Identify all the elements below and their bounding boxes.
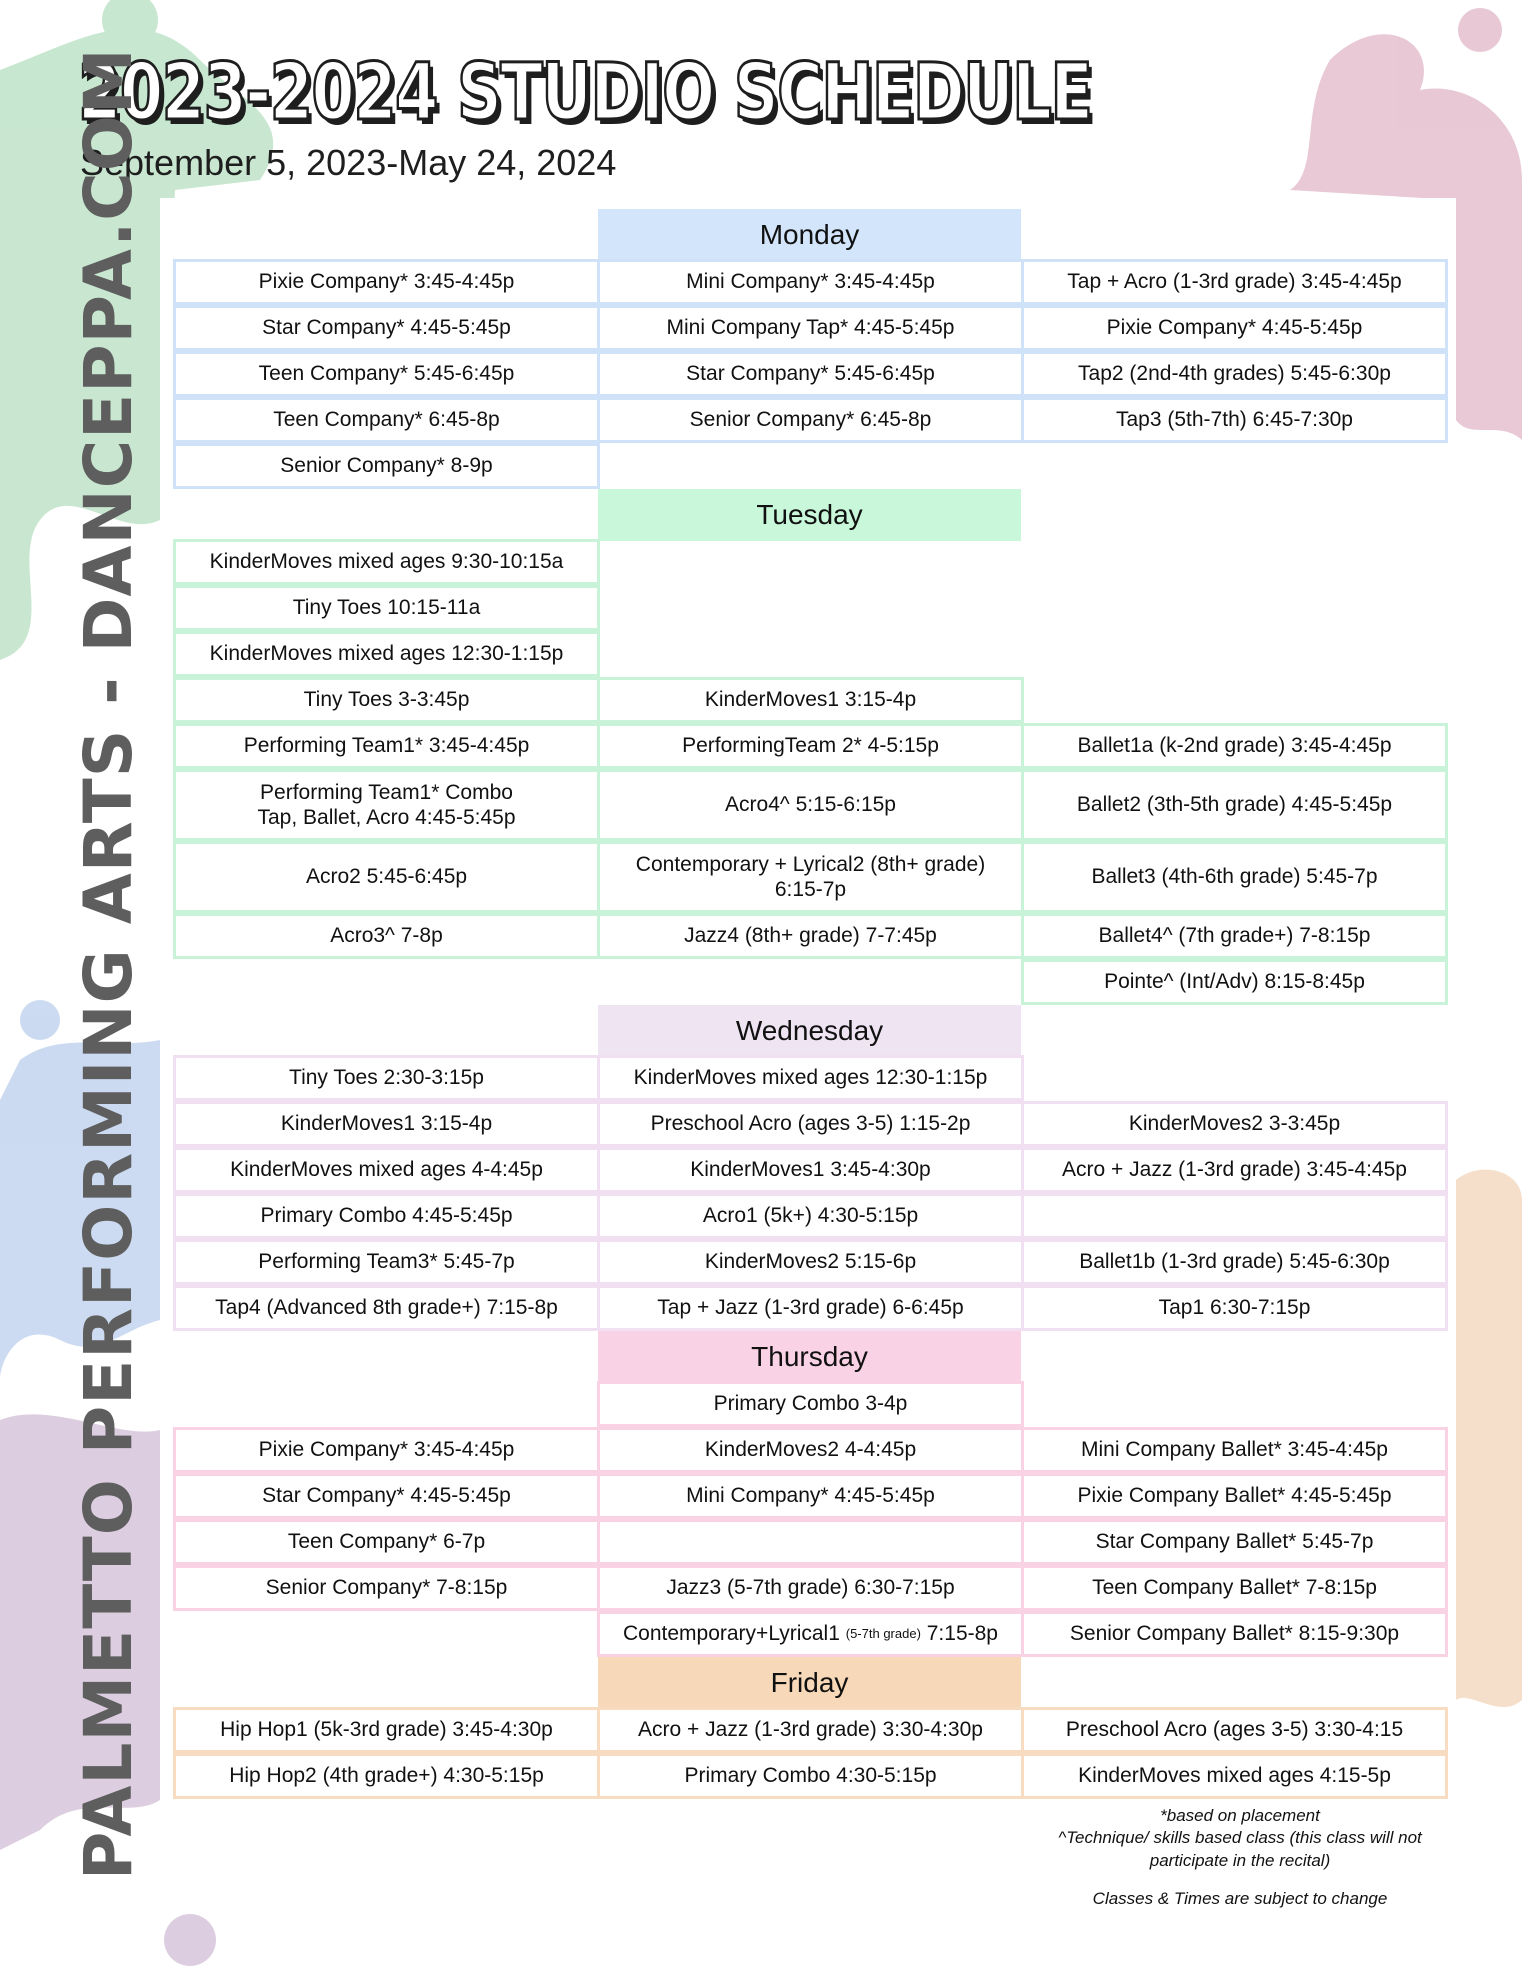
- schedule-cell: KinderMoves2 4-4:45p: [597, 1427, 1024, 1473]
- footnote-technique-cont: participate in the recital): [1149, 1850, 1331, 1870]
- schedule-cell: KinderMoves mixed ages 4-4:45p: [173, 1147, 600, 1193]
- schedule-cell: Pixie Company* 4:45-5:45p: [1021, 305, 1448, 351]
- schedule-cell: Teen Company* 5:45-6:45p: [173, 351, 600, 397]
- schedule-cell: Tap + Acro (1-3rd grade) 3:45-4:45p: [1021, 259, 1448, 305]
- schedule-cell: Acro + Jazz (1-3rd grade) 3:30-4:30p: [597, 1707, 1024, 1753]
- schedule-cell: Tap3 (5th-7th) 6:45-7:30p: [1021, 397, 1448, 443]
- schedule-cell: Teen Company* 6:45-8p: [173, 397, 600, 443]
- schedule-cell: Hip Hop1 (5k-3rd grade) 3:45-4:30p: [173, 1707, 600, 1753]
- schedule-cell: Pixie Company* 3:45-4:45p: [173, 259, 600, 305]
- schedule-cell: Pixie Company Ballet* 4:45-5:45p: [1021, 1473, 1448, 1519]
- cell-text: 7:15-8p: [926, 1622, 998, 1646]
- schedule-cell: Acro1 (5k+) 4:30-5:15p: [597, 1193, 1024, 1239]
- schedule-cell: PerformingTeam 2* 4-5:15p: [597, 723, 1024, 769]
- cell-line: Contemporary + Lyrical2 (8th+ grade): [635, 852, 986, 876]
- footnotes: [1010, 1806, 1470, 1912]
- schedule-cell: Pointe^ (Int/Adv) 8:15-8:45p: [1021, 959, 1448, 1005]
- schedule-cell: Acro + Jazz (1-3rd grade) 3:45-4:45p: [1021, 1147, 1448, 1193]
- cell-text: Contemporary+Lyrical1: [623, 1622, 840, 1646]
- schedule-cell: Senior Company* 8-9p: [173, 443, 600, 489]
- schedule-cell: Star Company* 4:45-5:45p: [173, 305, 600, 351]
- schedule-cell: Tap4 (Advanced 8th grade+) 7:15-8p: [173, 1285, 600, 1331]
- schedule-cell: Ballet3 (4th-6th grade) 5:45-7p: [1021, 841, 1448, 913]
- schedule-cell: Performing Team1* 3:45-4:45p: [173, 723, 600, 769]
- day-header-thursday: Thursday: [598, 1331, 1021, 1383]
- schedule-cell: KinderMoves mixed ages 4:15-5p: [1021, 1753, 1448, 1799]
- footnote-subject-to-change: Classes & Times are subject to change: [1092, 1889, 1388, 1909]
- cell-line: Tap, Ballet, Acro 4:45-5:45p: [257, 806, 516, 829]
- studio-website-sidebar-text: PALMETTO PERFORMING ARTS - DANCEPPA.COM: [70, 47, 147, 1880]
- schedule-cell: Mini Company* 4:45-5:45p: [597, 1473, 1024, 1519]
- schedule-cell: Tiny Toes 2:30-3:15p: [173, 1055, 600, 1101]
- date-range-subtitle: September 5, 2023-May 24, 2024: [80, 142, 617, 183]
- schedule-cell: Senior Company* 7-8:15p: [173, 1565, 600, 1611]
- schedule-cell: Mini Company Tap* 4:45-5:45p: [597, 305, 1024, 351]
- schedule-cell: Primary Combo 4:30-5:15p: [597, 1753, 1024, 1799]
- cell-line: Performing Team1* Combo: [260, 780, 513, 804]
- schedule-cell: [173, 769, 600, 841]
- day-header-tuesday: Tuesday: [598, 489, 1021, 541]
- schedule-cell: Acro2 5:45-6:45p: [173, 841, 600, 913]
- cell-line: 6:15-7p: [774, 878, 847, 901]
- schedule-cell: Mini Company Ballet* 3:45-4:45p: [1021, 1427, 1448, 1473]
- cell-text-small: (5-7th grade): [845, 1626, 921, 1642]
- schedule-cell: Star Company* 5:45-6:45p: [597, 351, 1024, 397]
- schedule-cell: Primary Combo 3-4p: [597, 1381, 1024, 1427]
- schedule-cell: Performing Team3* 5:45-7p: [173, 1239, 600, 1285]
- schedule-cell: Teen Company* 6-7p: [173, 1519, 600, 1565]
- schedule-cell: Ballet4^ (7th grade+) 7-8:15p: [1021, 913, 1448, 959]
- schedule-cell: Senior Company* 6:45-8p: [597, 397, 1024, 443]
- schedule-cell: Mini Company* 3:45-4:45p: [597, 259, 1024, 305]
- footnote-placement: *based on placement: [1160, 1806, 1320, 1825]
- schedule-cell-empty: [1021, 1193, 1448, 1239]
- schedule-cell: Hip Hop2 (4th grade+) 4:30-5:15p: [173, 1753, 600, 1799]
- schedule-cell: KinderMoves mixed ages 12:30-1:15p: [597, 1055, 1024, 1101]
- day-header-wednesday: Wednesday: [598, 1005, 1021, 1057]
- footnote-technique: ^Technique/ skills based class (this class will not: [1058, 1828, 1422, 1848]
- schedule-cell: KinderMoves mixed ages 12:30-1:15p: [173, 631, 600, 677]
- schedule-cell: KinderMoves mixed ages 9:30-10:15a: [173, 539, 600, 585]
- schedule-cell: Jazz3 (5-7th grade) 6:30-7:15p: [597, 1565, 1024, 1611]
- schedule-cell: Ballet1a (k-2nd grade) 3:45-4:45p: [1021, 723, 1448, 769]
- schedule-cell: KinderMoves1 3:45-4:30p: [597, 1147, 1024, 1193]
- schedule-cell: Tiny Toes 10:15-11a: [173, 585, 600, 631]
- schedule-cell: Tap2 (2nd-4th grades) 5:45-6:30p: [1021, 351, 1448, 397]
- schedule-cell: Pixie Company* 3:45-4:45p: [173, 1427, 600, 1473]
- schedule-cell: Preschool Acro (ages 3-5) 3:30-4:15: [1021, 1707, 1448, 1753]
- schedule-cell: Acro3^ 7-8p: [173, 913, 600, 959]
- schedule-cell: Preschool Acro (ages 3-5) 1:15-2p: [597, 1101, 1024, 1147]
- day-header-monday: Monday: [598, 209, 1021, 261]
- schedule-cell: KinderMoves2 3-3:45p: [1021, 1101, 1448, 1147]
- schedule-cell: Teen Company Ballet* 7-8:15p: [1021, 1565, 1448, 1611]
- day-header-friday: Friday: [598, 1657, 1021, 1709]
- schedule-cell: Star Company Ballet* 5:45-7p: [1021, 1519, 1448, 1565]
- page-title: 2023-2024 STUDIO SCHEDULE: [78, 48, 1092, 138]
- schedule-cell: Jazz4 (8th+ grade) 7-7:45p: [597, 913, 1024, 959]
- schedule-cell-empty: [597, 1519, 1024, 1565]
- schedule-cell: Tap1 6:30-7:15p: [1021, 1285, 1448, 1331]
- schedule-cell: [597, 1611, 1024, 1657]
- schedule-cell: KinderMoves1 3:15-4p: [597, 677, 1024, 723]
- schedule-cell: Primary Combo 4:45-5:45p: [173, 1193, 600, 1239]
- schedule-cell: Senior Company Ballet* 8:15-9:30p: [1021, 1611, 1448, 1657]
- schedule-cell: Ballet1b (1-3rd grade) 5:45-6:30p: [1021, 1239, 1448, 1285]
- schedule-cell: [597, 841, 1024, 913]
- schedule-cell: Tiny Toes 3-3:45p: [173, 677, 600, 723]
- schedule-cell: Ballet2 (3th-5th grade) 4:45-5:45p: [1021, 769, 1448, 841]
- schedule-cell: Acro4^ 5:15-6:15p: [597, 769, 1024, 841]
- schedule-cell: KinderMoves1 3:15-4p: [173, 1101, 600, 1147]
- schedule-cell: Tap + Jazz (1-3rd grade) 6-6:45p: [597, 1285, 1024, 1331]
- schedule-cell: KinderMoves2 5:15-6p: [597, 1239, 1024, 1285]
- schedule-cell: Star Company* 4:45-5:45p: [173, 1473, 600, 1519]
